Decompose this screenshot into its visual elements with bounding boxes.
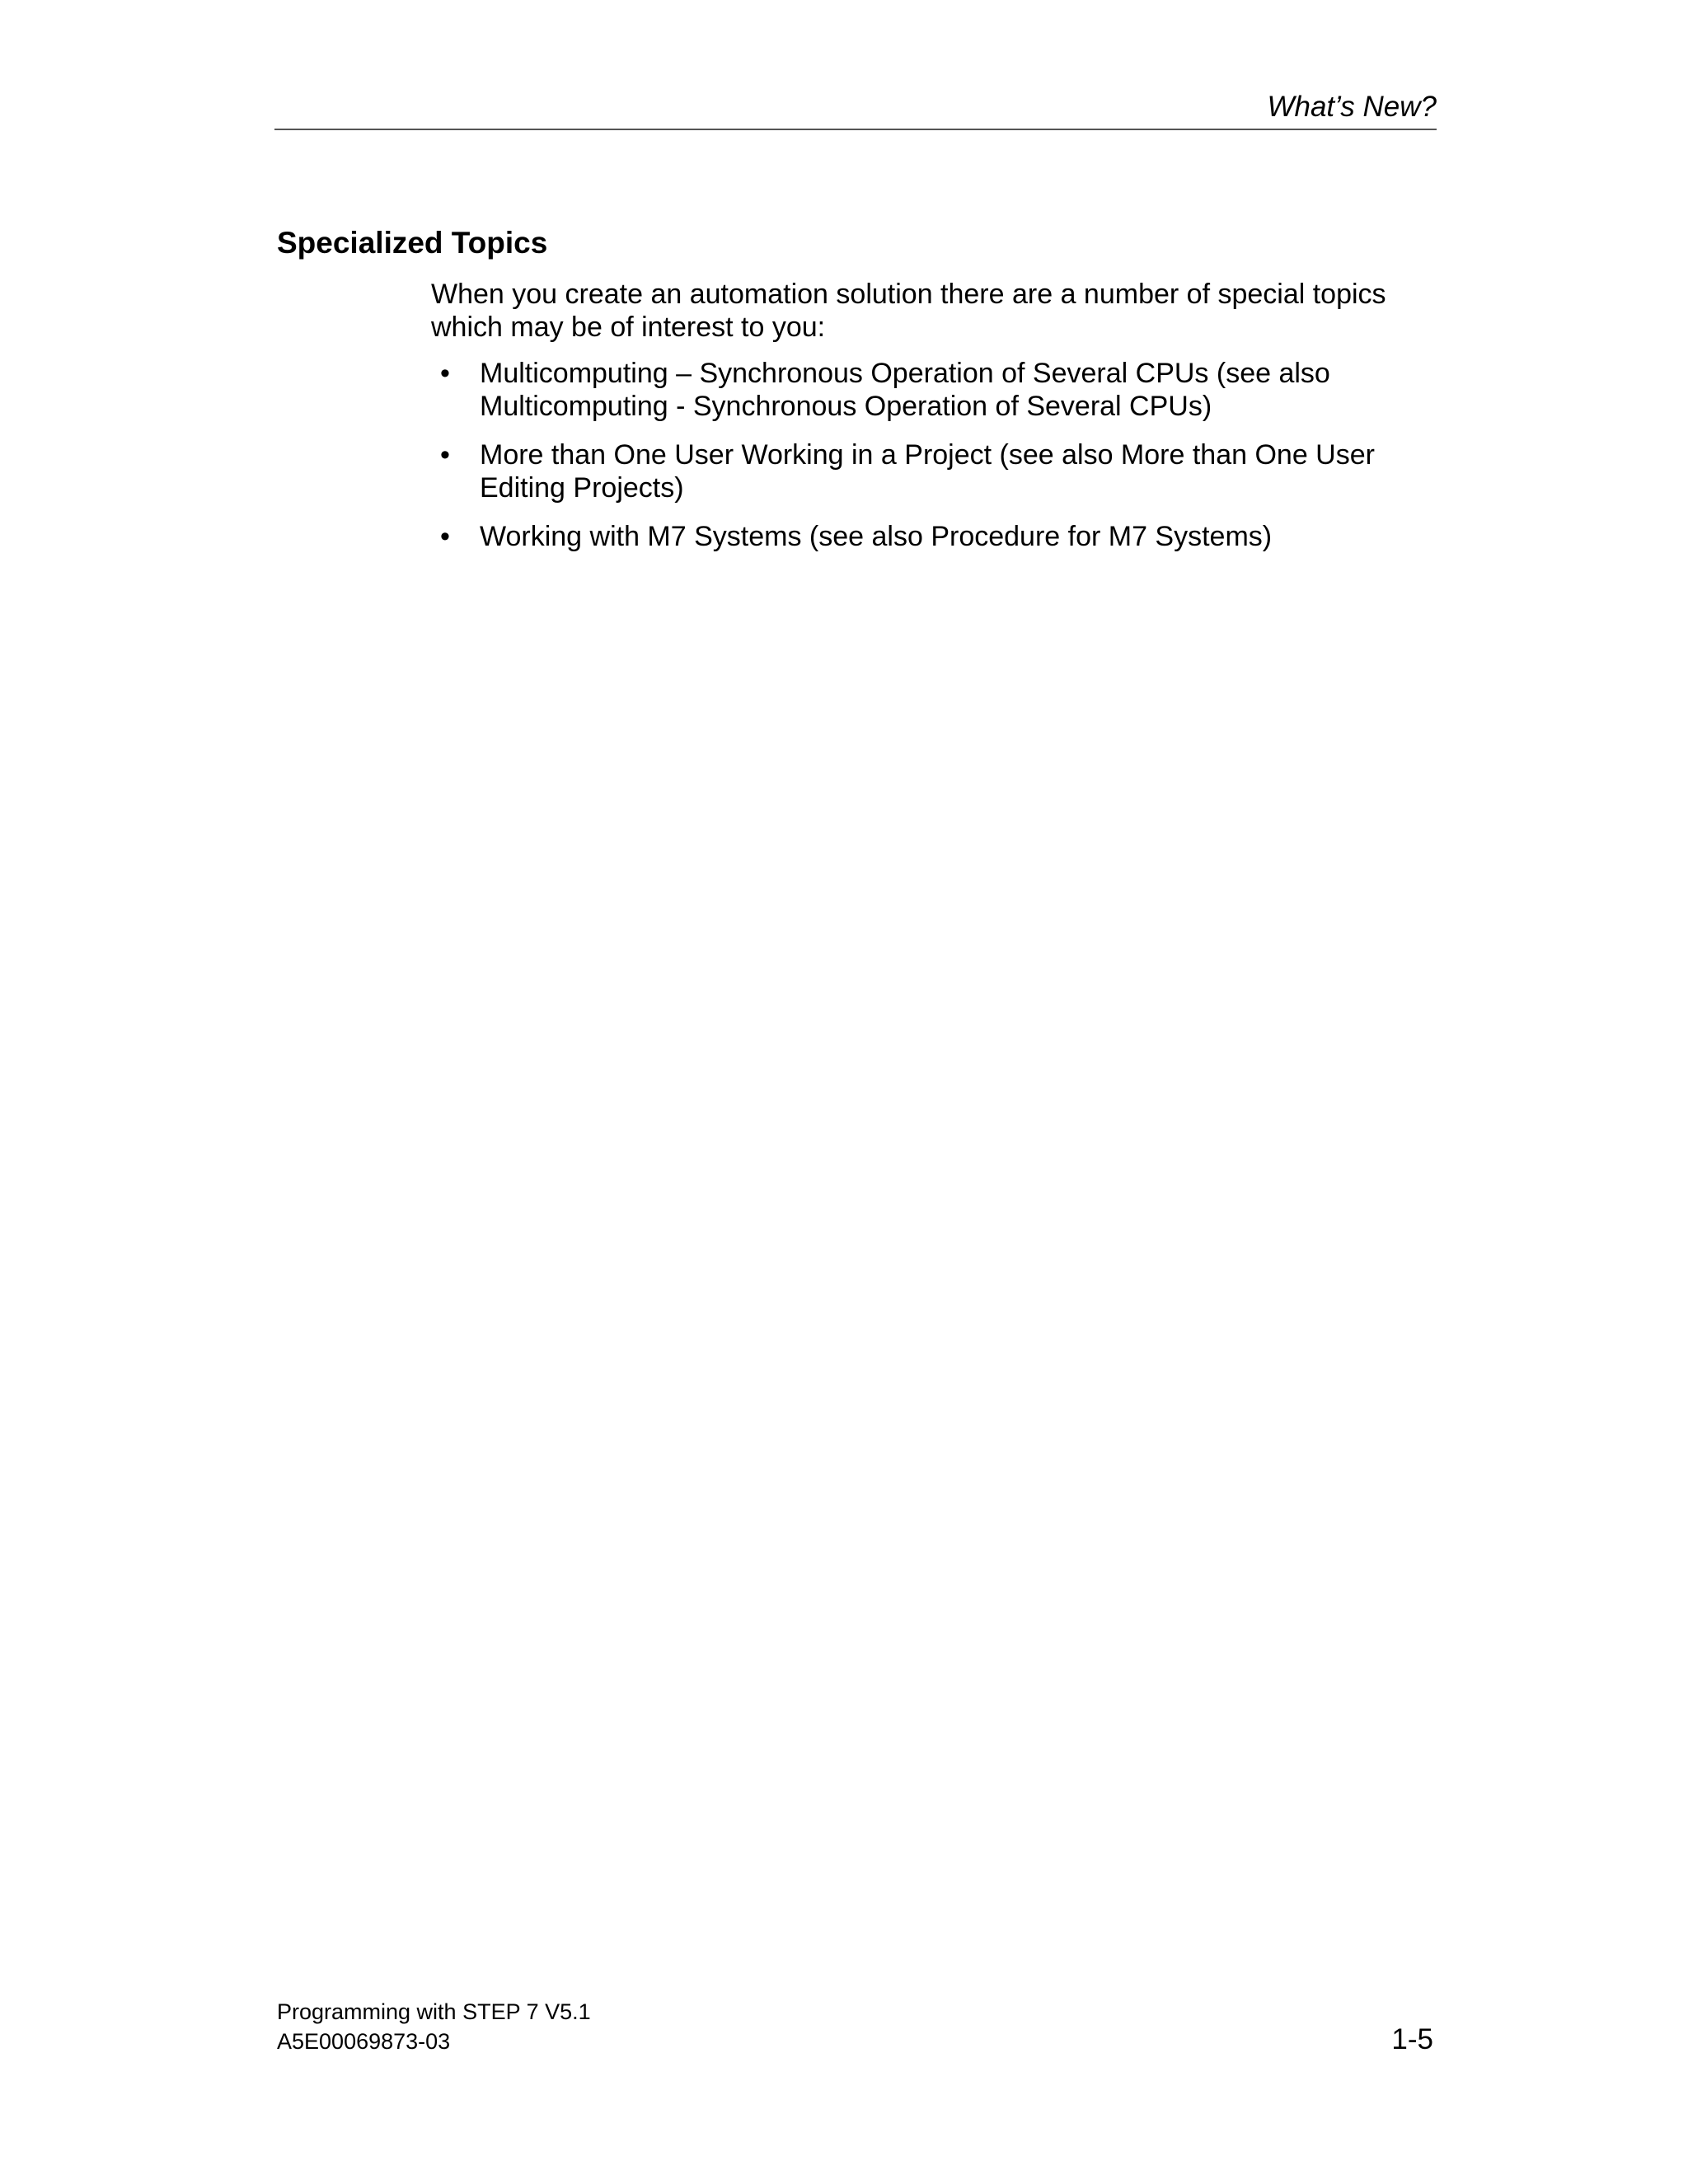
list-item-text: Multicomputing – Synchronous Operation of Several CPUs (see also Multicomputing - Synchronous Operation of Several CPUs): [480, 358, 1330, 422]
page-number: 1-5: [1391, 2023, 1433, 2055]
bullet-icon: •: [440, 439, 450, 471]
section-body: [431, 278, 1387, 569]
intro-paragraph: When you create an automation solution there are a number of special topics which may be of interest to you:: [431, 279, 1386, 343]
bullet-icon: •: [440, 521, 450, 552]
list-item-text: Working with M7 Systems (see also Procedure for M7 Systems): [480, 521, 1273, 552]
list-item: [431, 438, 1387, 504]
list-item: [431, 520, 1387, 553]
footer-manual-title: Programming with STEP 7 V5.1: [277, 1999, 591, 2024]
bullet-icon: •: [440, 358, 450, 389]
section-heading: Specialized Topics: [277, 226, 548, 260]
topic-list: [431, 357, 1387, 553]
running-header-title: What’s New?: [1267, 91, 1437, 123]
list-item: [431, 357, 1387, 423]
header-rule: [274, 129, 1437, 130]
footer-document-number: A5E00069873-03: [277, 2029, 451, 2054]
list-item-text: More than One User Working in a Project (see also More than One User Editing Projects): [480, 439, 1375, 504]
